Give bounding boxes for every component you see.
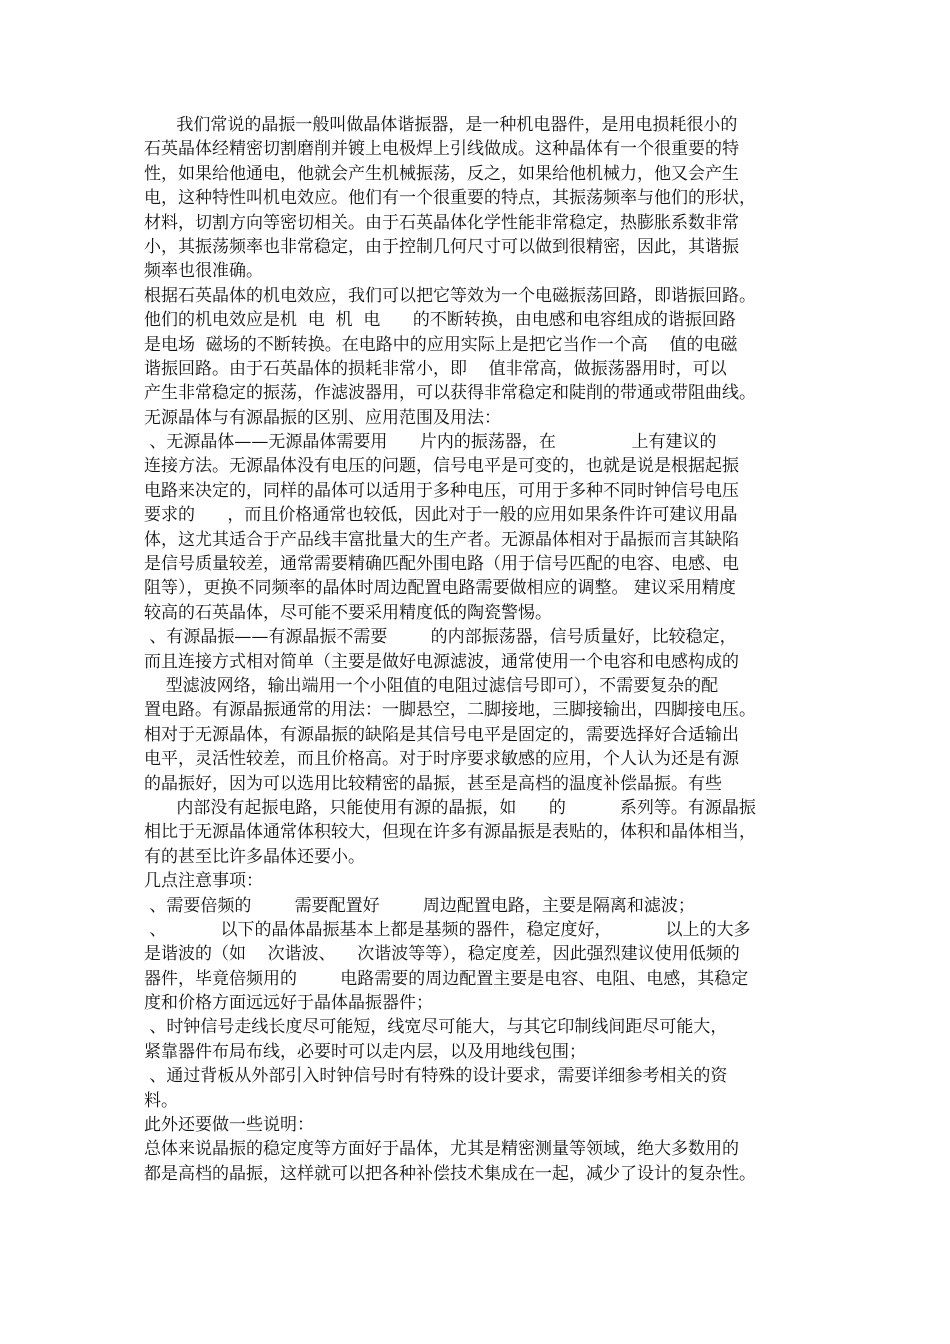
text-line: 紧靠器件布局布线，必要时可以走内层，以及用地线包围； — [144, 1041, 586, 1062]
text-line: 产生非常稳定的振荡，作滤波器用，可以获得非常稳定和陡削的带通或带阻曲线。 — [144, 383, 756, 404]
text-line: 器件，毕竟倍频用的 电路需要的周边配置主要是电容、电阻、电感，其稳定 — [144, 968, 749, 989]
text-line: 、时钟信号走线长度尽可能短，线宽尽可能大，与其它印制线间距尽可能大， — [144, 1017, 728, 1038]
text-line: 型滤波网络，输出端用一个小阻值的电阻过滤信号即可），不需要复杂的配 — [144, 675, 719, 696]
text-line: 有的甚至比许多晶体还要小。 — [144, 846, 365, 867]
text-line: 相对于无源晶体，有源晶振的缺陷是其信号电平是固定的，需要选择好合适输出 — [144, 724, 739, 745]
text-line: 都是高档的晶振，这样就可以把各种补偿技术集成在一起，减少了设计的复杂性。 — [144, 1163, 756, 1184]
text-line: 电路来决定的，同样的晶体可以适用于多种电压，可用于多种不同时钟信号电压 — [144, 480, 739, 501]
text-line: 置电路。有源晶振通常的用法：一脚悬空，二脚接地，三脚接输出，四脚接电压。 — [144, 700, 756, 721]
text-line: 谐振回路。由于石英晶体的损耗非常小，即 值非常高，做振荡器用时，可以 — [144, 358, 727, 379]
text-line: 、 以下的晶体晶振基本上都是基频的器件，稳定度好， 以上的大多 — [144, 919, 751, 940]
text-line: 几点注意事项： — [144, 871, 263, 892]
text-line: 而且连接方式相对简单（主要是做好电源滤波，通常使用一个电容和电感构成的 — [144, 651, 739, 672]
text-line: 体，这尤其适合于产品线丰富批量大的生产者。无源晶体相对于晶振而言其缺陷 — [144, 529, 739, 550]
text-line: 是电场 磁场的不断转换。在电路中的应用实际上是把它当作一个高 值的电磁 — [144, 334, 738, 355]
text-line: 的晶振好，因为可以选用比较精密的晶振，甚至是高档的温度补偿晶振。有些 — [144, 773, 722, 794]
text-line: 相比于无源晶体通常体积较大，但现在许多有源晶振是表贴的，体积和晶体相当， — [144, 822, 756, 843]
text-line: 要求的 ，而且价格通常也较低，因此对于一般的应用如果条件许可建议用晶 — [144, 505, 738, 526]
text-line: 是信号质量较差，通常需要精确匹配外围电路（用于信号匹配的电容、电感、电 — [144, 554, 739, 575]
text-line: 材料，切割方向等密切相关。由于石英晶体化学性能非常稳定，热膨胀系数非常 — [144, 212, 739, 233]
text-line: 无源晶体与有源晶振的区别、应用范围及用法： — [144, 407, 501, 428]
text-line: 性，如果给他通电，他就会产生机械振荡，反之，如果给他机械力，他又会产生 — [144, 163, 739, 184]
text-line: 总体来说晶振的稳定度等方面好于晶体，尤其是精密测量等领域，绝大多数用的 — [144, 1139, 739, 1160]
text-line: 小，其振荡频率也非常稳定，由于控制几何尺寸可以做到很精密，因此，其谐振 — [144, 236, 739, 257]
text-line: 、有源晶振——有源晶振不需要 的内部振荡器，信号质量好，比较稳定， — [144, 627, 737, 648]
text-line: 他们的机电效应是机 电 机 电 的不断转换，由电感和电容组成的谐振回路 — [144, 310, 736, 331]
text-line: 此外还要做一些说明： — [144, 1115, 314, 1136]
text-line: 电，这种特性叫机电效应。他们有一个很重要的特点，其振荡频率与他们的形状， — [144, 188, 756, 209]
text-line: 我们常说的晶振一般叫做晶体谐振器，是一种机电器件，是用电损耗很小的 — [144, 115, 738, 135]
text-line: 连接方法。无源晶体没有电压的问题，信号电平是可变的，也就是说是根据起振 — [144, 456, 739, 477]
text-line: 、通过背板从外部引入时钟信号时有特殊的设计要求，需要详细参考相关的资 — [144, 1066, 728, 1087]
text-line: 料。 — [144, 1090, 178, 1111]
text-line: 、需要倍频的 需要配置好 周边配置电路，主要是隔离和滤波； — [144, 895, 695, 916]
text-line: 频率也很准确。 — [144, 261, 263, 282]
text-line: 根据石英晶体的机电效应，我们可以把它等效为一个电磁振荡回路，即谐振回路。 — [144, 285, 756, 306]
text-line: 电平，灵活性较差，而且价格高。对于时序要求敏感的应用，个人认为还是有源 — [144, 749, 739, 770]
text-line: 是谐波的（如 次谐波、 次谐波等等），稳定度差，因此强烈建议使用低频的 — [144, 944, 740, 965]
text-line: 度和价格方面远远好于晶体晶振器件； — [144, 993, 433, 1014]
text-line: 内部没有起振电路，只能使用有源的晶振，如 的 系列等。有源晶振 — [144, 797, 756, 818]
document-body — [144, 113, 808, 1186]
text-line: 较高的石英晶体，尽可能不要采用精度低的陶瓷警惕。 — [144, 602, 552, 623]
text-line: 石英晶体经精密切割磨削并镀上电极焊上引线做成。这种晶体有一个很重要的特 — [144, 139, 739, 160]
text-line: 阻等），更换不同频率的晶体时周边配置电路需要做相应的调整。 建议采用精度 — [144, 578, 736, 599]
text-line: 、无源晶体——无源晶体需要用 片内的振荡器，在 上有建议的 — [144, 432, 717, 453]
